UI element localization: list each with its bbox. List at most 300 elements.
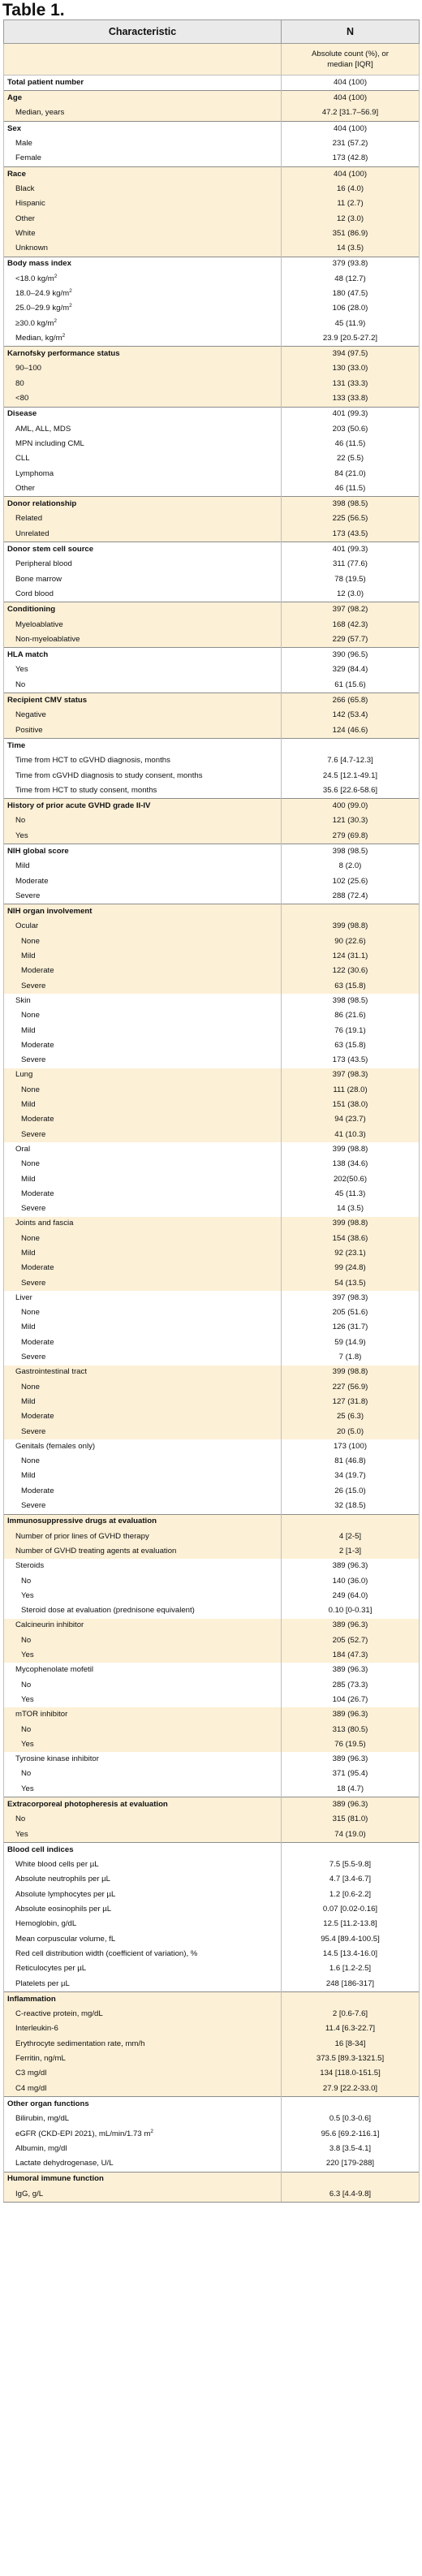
characteristic-label: Body mass index bbox=[7, 259, 71, 269]
table-row bbox=[4, 572, 420, 587]
value-cell: 390 (96.5) bbox=[282, 648, 420, 663]
table-row bbox=[4, 1366, 420, 1380]
characteristic-label: Negative bbox=[15, 710, 46, 720]
table-row bbox=[4, 1499, 420, 1514]
characteristic-label: NIH global score bbox=[7, 846, 69, 856]
value-cell: 45 (11.3) bbox=[282, 1187, 420, 1202]
characteristic-label: Moderate bbox=[21, 1263, 54, 1273]
value-cell: 78 (19.5) bbox=[282, 572, 420, 587]
table-row bbox=[4, 1589, 420, 1603]
table-row bbox=[4, 1663, 420, 1677]
characteristic-cell bbox=[4, 678, 282, 693]
characteristic-cell bbox=[4, 1544, 282, 1559]
value-cell: 389 (96.3) bbox=[282, 1619, 420, 1633]
characteristic-label: IgG, g/L bbox=[15, 2189, 44, 2198]
table-row bbox=[4, 451, 420, 466]
superscript: 2 bbox=[54, 317, 58, 324]
characteristic-cell bbox=[4, 572, 282, 587]
table-row bbox=[4, 1619, 420, 1633]
table-row bbox=[4, 2066, 420, 2081]
value-cell: 2 [0.6-7.6] bbox=[282, 2007, 420, 2022]
characteristic-cell bbox=[4, 1678, 282, 1693]
characteristic-label: 80 bbox=[15, 378, 24, 388]
value-cell: 379 (93.8) bbox=[282, 257, 420, 272]
value-cell: 124 (31.1) bbox=[282, 949, 420, 964]
value-cell: 14.5 [13.4-16.0] bbox=[282, 1947, 420, 1961]
characteristic-label: Mean corpuscular volume, fL bbox=[15, 1934, 116, 1944]
value-cell: 94 (23.7) bbox=[282, 1112, 420, 1127]
table-row bbox=[4, 1812, 420, 1827]
characteristic-cell bbox=[4, 451, 282, 466]
superscript: 2 bbox=[69, 303, 72, 309]
value-cell: 140 (36.0) bbox=[282, 1574, 420, 1589]
characteristic-label: Donor stem cell source bbox=[7, 545, 94, 554]
characteristic-label: Unknown bbox=[15, 244, 48, 253]
value-cell: 0.5 [0.3-0.6] bbox=[282, 2112, 420, 2126]
table-row bbox=[4, 1187, 420, 1202]
value-cell: 4 [2-5] bbox=[282, 1530, 420, 1544]
value-cell: 1.2 [0.6-2.2] bbox=[282, 1888, 420, 1902]
section-header-row bbox=[4, 257, 420, 272]
value-cell: 7.5 [5.5-9.8] bbox=[282, 1858, 420, 1872]
value-cell: 400 (99.0) bbox=[282, 799, 420, 814]
value-cell: 397 (98.3) bbox=[282, 1068, 420, 1083]
value-cell: 122 (30.6) bbox=[282, 964, 420, 979]
characteristic-label: Cord blood bbox=[15, 589, 54, 598]
section-header-row bbox=[4, 904, 420, 920]
table-row bbox=[4, 1261, 420, 1275]
characteristic-label: Skin bbox=[15, 995, 31, 1005]
table-row bbox=[4, 527, 420, 542]
characteristic-label: Yes bbox=[15, 665, 28, 675]
value-cell: 399 (98.8) bbox=[282, 920, 420, 934]
value-cell: 138 (34.6) bbox=[282, 1157, 420, 1171]
value-cell: 351 (86.9) bbox=[282, 227, 420, 241]
characteristic-cell bbox=[4, 1068, 282, 1083]
characteristic-label: No bbox=[21, 1769, 32, 1779]
value-cell: 92 (23.1) bbox=[282, 1246, 420, 1261]
characteristic-label: Related bbox=[15, 514, 43, 524]
value-cell: 14 (3.5) bbox=[282, 241, 420, 257]
table-row bbox=[4, 1484, 420, 1499]
characteristic-cell bbox=[4, 106, 282, 122]
characteristic-cell bbox=[4, 1202, 282, 1216]
characteristic-label: Steroid dose at evaluation (prednisone equivalent) bbox=[21, 1606, 195, 1616]
table-row bbox=[4, 1291, 420, 1305]
characteristic-label: Yes bbox=[21, 1784, 34, 1793]
value-cell: 2 [1-3] bbox=[282, 1544, 420, 1559]
characteristic-label: Hemoglobin, g/dL bbox=[15, 1919, 77, 1929]
section-header-row bbox=[4, 1843, 420, 1858]
table-row bbox=[4, 2007, 420, 2022]
characteristic-label: Mild bbox=[21, 1249, 36, 1258]
table-row bbox=[4, 1246, 420, 1261]
characteristic-label: Oral bbox=[15, 1144, 31, 1154]
table-row bbox=[4, 964, 420, 979]
characteristic-label: Mild bbox=[21, 1174, 36, 1184]
value-cell: 401 (99.3) bbox=[282, 407, 420, 422]
table-row bbox=[4, 1603, 420, 1618]
characteristic-label: Disease bbox=[7, 409, 37, 419]
table-row bbox=[4, 708, 420, 723]
characteristic-label: eGFR (CKD-EPI 2021), mL/min/1.73 m bbox=[15, 2129, 151, 2138]
table-row bbox=[4, 272, 420, 287]
characteristic-label: Time bbox=[7, 740, 26, 750]
characteristic-label: Median, years bbox=[15, 108, 65, 118]
value-cell: 76 (19.1) bbox=[282, 1024, 420, 1038]
characteristic-label: Bone marrow bbox=[15, 574, 62, 584]
characteristic-cell bbox=[4, 632, 282, 648]
table-row bbox=[4, 1425, 420, 1439]
value-cell: 95.4 [89.4-100.5] bbox=[282, 1932, 420, 1947]
table-row bbox=[4, 920, 420, 934]
characteristic-label: None bbox=[21, 1382, 40, 1392]
table-row bbox=[4, 1157, 420, 1171]
characteristic-cell bbox=[4, 527, 282, 542]
characteristic-cell bbox=[4, 1574, 282, 1589]
value-cell: 131 (33.3) bbox=[282, 377, 420, 391]
characteristic-label: Ocular bbox=[15, 921, 39, 931]
table-row bbox=[4, 618, 420, 632]
characteristic-cell bbox=[4, 481, 282, 497]
characteristic-label: None bbox=[21, 1456, 40, 1466]
table-row bbox=[4, 1112, 420, 1127]
characteristic-cell bbox=[4, 769, 282, 783]
table-row bbox=[4, 829, 420, 844]
table-body bbox=[4, 44, 420, 2203]
value-cell bbox=[282, 739, 420, 754]
characteristic-cell bbox=[4, 1723, 282, 1737]
value-cell: 99 (24.8) bbox=[282, 1261, 420, 1275]
table-row bbox=[4, 1217, 420, 1232]
characteristic-label: No bbox=[15, 816, 26, 826]
table-row bbox=[4, 1633, 420, 1648]
table-title: Table 1. bbox=[2, 1, 65, 19]
characteristic-label: <80 bbox=[15, 394, 29, 403]
table-row bbox=[4, 1544, 420, 1559]
section-header-row bbox=[4, 799, 420, 814]
section-header-row bbox=[4, 1992, 420, 2008]
table-row bbox=[4, 317, 420, 331]
characteristic-label: Absolute neutrophils per µL bbox=[15, 1875, 110, 1884]
characteristic-cell bbox=[4, 1663, 282, 1677]
value-cell: 399 (98.8) bbox=[282, 1366, 420, 1380]
subheader-empty-cell bbox=[4, 44, 282, 76]
subheader-line-2: median [IQR] bbox=[327, 60, 373, 69]
characteristic-cell bbox=[4, 723, 282, 739]
table-row bbox=[4, 1873, 420, 1888]
characteristic-label: AML, ALL, MDS bbox=[15, 424, 71, 434]
table-row bbox=[4, 467, 420, 481]
characteristic-cell bbox=[4, 1157, 282, 1171]
characteristic-label: Yes bbox=[21, 1650, 34, 1660]
characteristic-label: Absolute lymphocytes per µL bbox=[15, 1889, 116, 1899]
table-row bbox=[4, 106, 420, 122]
section-header-row bbox=[4, 121, 420, 136]
characteristic-label: Bilirubin, mg/dL bbox=[15, 2114, 70, 2124]
characteristic-label: Severe bbox=[21, 1501, 46, 1511]
characteristic-label: Tyrosine kinase inhibitor bbox=[15, 1754, 99, 1764]
value-cell: 3.8 [3.5-4.1] bbox=[282, 2142, 420, 2156]
characteristic-label: Calcineurin inhibitor bbox=[15, 1620, 84, 1630]
characteristic-cell bbox=[4, 196, 282, 211]
characteristic-label: Steroids bbox=[15, 1561, 45, 1571]
characteristic-label: Race bbox=[7, 169, 26, 179]
characteristic-label: Lung bbox=[15, 1070, 33, 1080]
table-row bbox=[4, 874, 420, 889]
table-row bbox=[4, 287, 420, 301]
characteristic-cell bbox=[4, 1380, 282, 1395]
value-cell: 121 (30.3) bbox=[282, 814, 420, 829]
characteristic-label: Hispanic bbox=[15, 199, 45, 209]
section-header-row bbox=[4, 1797, 420, 1813]
characteristic-cell bbox=[4, 1858, 282, 1872]
characteristic-cell bbox=[4, 1409, 282, 1424]
characteristic-cell bbox=[4, 512, 282, 527]
characteristic-label: Age bbox=[7, 93, 23, 103]
value-cell: 63 (15.8) bbox=[282, 1038, 420, 1053]
value-cell: 220 [179-288] bbox=[282, 2156, 420, 2172]
characteristic-label: Erythrocyte sedimentation rate, mm/h bbox=[15, 2039, 145, 2048]
value-cell: 373.5 [89.3-1321.5] bbox=[282, 2052, 420, 2066]
characteristic-cell bbox=[4, 2097, 282, 2112]
value-cell: 7.6 [4.7-12.3] bbox=[282, 753, 420, 768]
value-cell: 389 (96.3) bbox=[282, 1663, 420, 1677]
table-row bbox=[4, 1782, 420, 1797]
value-cell: 14 (3.5) bbox=[282, 1202, 420, 1216]
characteristic-label: Recipient CMV status bbox=[7, 696, 88, 705]
value-cell: 12.5 [11.2-13.8] bbox=[282, 1918, 420, 1932]
characteristic-label: Time from HCT to study consent, months bbox=[15, 785, 157, 795]
table-row bbox=[4, 1276, 420, 1291]
table-row bbox=[4, 558, 420, 572]
table-row bbox=[4, 2156, 420, 2172]
table-row bbox=[4, 151, 420, 166]
characteristic-cell bbox=[4, 182, 282, 196]
value-cell: 313 (80.5) bbox=[282, 1723, 420, 1737]
value-cell: 279 (69.8) bbox=[282, 829, 420, 844]
value-cell: 173 (100) bbox=[282, 1439, 420, 1454]
table-row bbox=[4, 1380, 420, 1395]
value-cell: 399 (98.8) bbox=[282, 1217, 420, 1232]
table-row bbox=[4, 1932, 420, 1947]
characteristic-label: CLL bbox=[15, 454, 30, 464]
characteristic-cell bbox=[4, 422, 282, 437]
table-row bbox=[4, 1648, 420, 1663]
characteristic-cell bbox=[4, 1797, 282, 1813]
characteristic-label: Joints and fascia bbox=[15, 1219, 74, 1228]
value-cell bbox=[282, 904, 420, 920]
value-cell: 76 (19.5) bbox=[282, 1737, 420, 1752]
table-header-row bbox=[4, 20, 420, 44]
characteristic-label: Reticulocytes per µL bbox=[15, 1964, 87, 1974]
table-row bbox=[4, 481, 420, 497]
characteristic-cell bbox=[4, 1918, 282, 1932]
table-row bbox=[4, 2022, 420, 2037]
characteristic-label: 25.0–29.9 kg/m bbox=[15, 304, 70, 313]
value-cell bbox=[282, 1992, 420, 2008]
value-cell: 134 [118.0-151.5] bbox=[282, 2066, 420, 2081]
characteristic-label: No bbox=[21, 1635, 32, 1645]
characteristic-cell bbox=[4, 1439, 282, 1454]
characteristic-cell bbox=[4, 904, 282, 920]
characteristic-cell bbox=[4, 1261, 282, 1275]
characteristic-label: History of prior acute GVHD grade II-IV bbox=[7, 801, 151, 811]
value-cell: 11.4 [6.3-22.7] bbox=[282, 2022, 420, 2037]
table-row bbox=[4, 1961, 420, 1976]
characteristic-cell bbox=[4, 1098, 282, 1112]
characteristic-label: <18.0 kg/m bbox=[15, 274, 54, 283]
characteristic-cell bbox=[4, 1335, 282, 1350]
characteristic-cell bbox=[4, 1648, 282, 1663]
characteristic-cell bbox=[4, 799, 282, 814]
characteristic-label: Severe bbox=[21, 981, 46, 990]
value-cell: 26 (15.0) bbox=[282, 1484, 420, 1499]
characteristic-label: Number of GVHD treating agents at evaluation bbox=[15, 1546, 177, 1556]
value-cell: 35.6 [22.6-58.6] bbox=[282, 783, 420, 799]
value-cell: 7 (1.8) bbox=[282, 1350, 420, 1365]
value-cell: 47.2 [31.7–56.9] bbox=[282, 106, 420, 122]
characteristic-cell bbox=[4, 1589, 282, 1603]
characteristic-cell bbox=[4, 1024, 282, 1038]
characteristic-label: Moderate bbox=[21, 1412, 54, 1422]
characteristic-label: Severe bbox=[15, 891, 41, 900]
characteristic-cell bbox=[4, 1484, 282, 1499]
table-row bbox=[4, 1439, 420, 1454]
table-row bbox=[4, 2052, 420, 2066]
characteristic-cell bbox=[4, 814, 282, 829]
table-row bbox=[4, 227, 420, 241]
characteristic-cell bbox=[4, 2082, 282, 2097]
characteristic-cell bbox=[4, 76, 282, 91]
characteristic-label: Female bbox=[15, 153, 41, 163]
characteristic-label: No bbox=[21, 1724, 32, 1734]
characteristic-cell bbox=[4, 829, 282, 844]
table-row bbox=[4, 136, 420, 151]
characteristic-cell bbox=[4, 1977, 282, 1992]
characteristic-cell bbox=[4, 151, 282, 166]
table-row bbox=[4, 769, 420, 783]
table-row bbox=[4, 2112, 420, 2126]
superscript: 2 bbox=[54, 273, 58, 279]
characteristic-cell bbox=[4, 859, 282, 874]
table-row bbox=[4, 377, 420, 391]
value-cell: 371 (95.4) bbox=[282, 1767, 420, 1782]
value-cell: 154 (38.6) bbox=[282, 1232, 420, 1246]
characteristic-cell bbox=[4, 1888, 282, 1902]
characteristic-cell bbox=[4, 1469, 282, 1484]
table-row bbox=[4, 1053, 420, 1068]
value-cell: 401 (99.3) bbox=[282, 542, 420, 558]
section-header-row bbox=[4, 602, 420, 618]
characteristic-cell bbox=[4, 587, 282, 602]
characteristic-label: Moderate bbox=[21, 1337, 54, 1347]
value-cell: 404 (100) bbox=[282, 121, 420, 136]
table-row bbox=[4, 723, 420, 739]
characteristic-cell bbox=[4, 602, 282, 618]
characteristic-label: Severe bbox=[21, 1204, 46, 1214]
section-header-row bbox=[4, 693, 420, 709]
characteristic-cell bbox=[4, 739, 282, 754]
value-cell bbox=[282, 2172, 420, 2187]
table-row bbox=[4, 1947, 420, 1961]
characteristic-label: No bbox=[21, 1680, 32, 1689]
table-row bbox=[4, 1752, 420, 1767]
characteristic-label: Total patient number bbox=[7, 77, 84, 87]
characteristic-label: Moderate bbox=[21, 1189, 54, 1198]
value-cell: 133 (33.8) bbox=[282, 391, 420, 407]
table-row bbox=[4, 1128, 420, 1142]
value-cell: 86 (21.6) bbox=[282, 1008, 420, 1023]
characteristic-label: Lymphoma bbox=[15, 468, 54, 478]
table-row bbox=[4, 1767, 420, 1782]
characteristic-cell bbox=[4, 783, 282, 799]
characteristic-label: Yes bbox=[15, 831, 28, 840]
characteristic-cell bbox=[4, 166, 282, 182]
value-cell: 227 (56.9) bbox=[282, 1380, 420, 1395]
characteristic-cell bbox=[4, 1395, 282, 1409]
section-header-row bbox=[4, 497, 420, 512]
characteristic-cell bbox=[4, 2007, 282, 2022]
characteristic-cell bbox=[4, 1366, 282, 1380]
table-row bbox=[4, 1918, 420, 1932]
value-cell: 142 (53.4) bbox=[282, 708, 420, 723]
characteristic-cell bbox=[4, 1454, 282, 1469]
characteristic-cell bbox=[4, 2022, 282, 2037]
table-row bbox=[4, 1858, 420, 1872]
characteristic-cell bbox=[4, 497, 282, 512]
characteristic-cell bbox=[4, 1530, 282, 1544]
value-cell: 24.5 [12.1-49.1] bbox=[282, 769, 420, 783]
value-cell: 20 (5.0) bbox=[282, 1425, 420, 1439]
characteristic-label: Gastrointestinal tract bbox=[15, 1367, 87, 1377]
value-cell: 18 (4.7) bbox=[282, 1782, 420, 1797]
characteristic-label: Mild bbox=[21, 951, 36, 961]
characteristic-label: Unrelated bbox=[15, 529, 50, 538]
table-row bbox=[4, 391, 420, 407]
characteristic-cell bbox=[4, 1232, 282, 1246]
characteristic-label: Time from cGVHD diagnosis to study consent, months bbox=[15, 770, 203, 780]
characteristic-cell bbox=[4, 753, 282, 768]
characteristic-cell bbox=[4, 1619, 282, 1633]
characteristic-label: 18.0–24.9 kg/m bbox=[15, 289, 70, 298]
characteristic-label: Humoral immune function bbox=[7, 2174, 104, 2184]
value-cell: 46 (11.5) bbox=[282, 481, 420, 497]
table-row bbox=[4, 632, 420, 648]
value-cell: 130 (33.0) bbox=[282, 362, 420, 377]
characteristic-cell bbox=[4, 1276, 282, 1291]
value-cell: 102 (25.6) bbox=[282, 874, 420, 889]
characteristic-cell bbox=[4, 121, 282, 136]
value-cell: 205 (52.7) bbox=[282, 1633, 420, 1648]
table-row bbox=[4, 512, 420, 527]
characteristic-cell bbox=[4, 1633, 282, 1648]
value-cell: 22 (5.5) bbox=[282, 451, 420, 466]
value-cell: 397 (98.3) bbox=[282, 1291, 420, 1305]
characteristic-label: Moderate bbox=[21, 1040, 54, 1050]
value-cell: 311 (77.6) bbox=[282, 558, 420, 572]
characteristic-label: Genitals (females only) bbox=[15, 1441, 96, 1451]
characteristic-label: Liver bbox=[15, 1292, 32, 1302]
characteristic-label: Other organ functions bbox=[7, 2099, 89, 2108]
section-header-row bbox=[4, 1514, 420, 1530]
table-row bbox=[4, 2082, 420, 2097]
value-cell bbox=[282, 1514, 420, 1530]
characteristic-cell bbox=[4, 844, 282, 860]
value-cell: 389 (96.3) bbox=[282, 1752, 420, 1767]
table-row bbox=[4, 212, 420, 227]
characteristic-label: MPN including CML bbox=[15, 438, 84, 448]
